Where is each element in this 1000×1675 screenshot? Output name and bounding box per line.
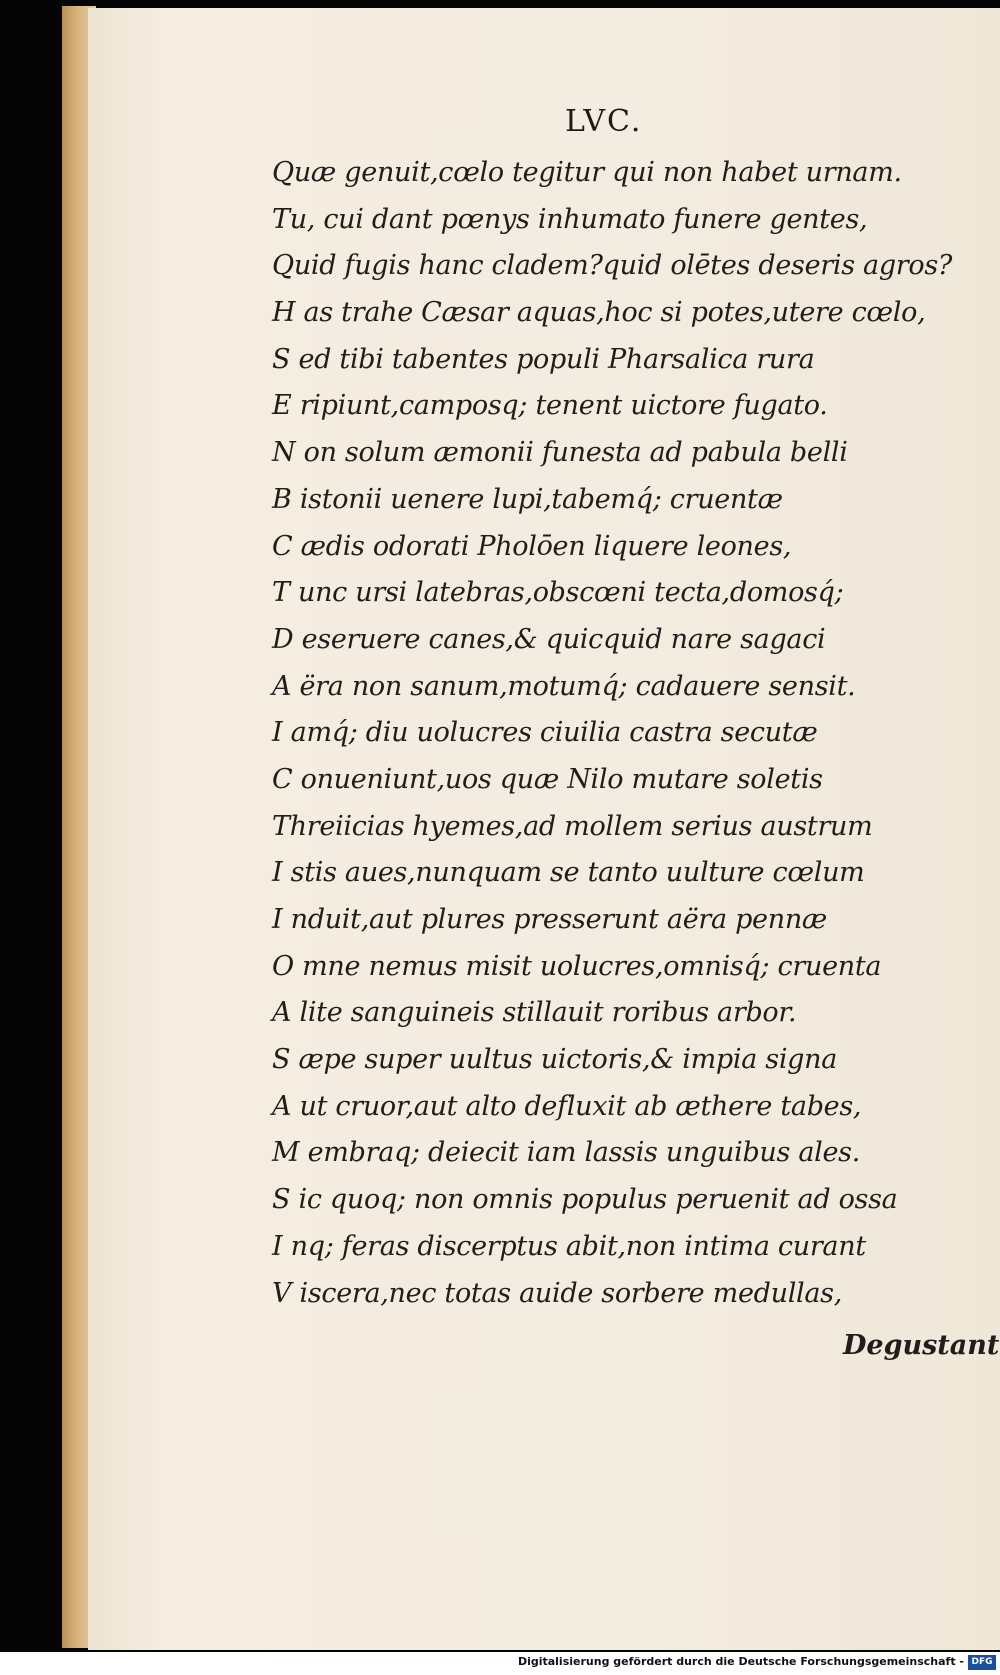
verse-line: A lite sanguineis stillauit roribus arbor.: [272, 997, 797, 1029]
verse-line: O mne nemus misit uolucres,omnisq́; cruenta: [272, 950, 882, 982]
footer-credit: Digitalisierung gefördert durch die Deutsche Forschungsgemeinschaft -: [517, 1655, 964, 1668]
verse-block: [272, 150, 952, 1317]
dfg-logo: DFG: [968, 1655, 996, 1670]
verse-line: Tu, cui dant pœnys inhumato funere gentes,: [272, 203, 868, 235]
verse-line: T unc ursi latebras,obscœni tecta,domosq́;: [272, 577, 844, 609]
verse-line: S æpe super uultus uictoris,& impia signa: [272, 1044, 838, 1076]
verse-line: Quæ genuit,cœlo tegitur qui non habet urnam.: [272, 157, 902, 188]
verse-line: H as trahe Cæsar aquas,hoc si potes,utere cœlo,: [272, 297, 926, 329]
verse-line: S ed tibi tabentes populi Pharsalica rura: [272, 343, 815, 375]
verse-line: I stis aues,nunquam se tanto uulture cœlum: [272, 857, 865, 889]
verse-line: I amq́; diu uolucres ciuilia castra secutæ: [272, 717, 818, 749]
verse-line: N on solum æmonii funesta ad pabula belli: [272, 437, 848, 469]
verse-line: I nq; feras discerptus abit,non intima curant: [272, 1230, 866, 1262]
verse-line: Quid fugis hanc cladem?quid olētes deseris agros?: [272, 250, 953, 282]
verse-line: C onueniunt,uos quæ Nilo mutare soletis: [272, 763, 823, 795]
verse-line: I nduit,aut plures presserunt aëra pennæ: [272, 904, 827, 935]
verse-line: Threiicias hyemes,ad mollem serius austrum: [272, 810, 873, 842]
verse-line: D eseruere canes,& quicquid nare sagaci: [272, 623, 826, 655]
verse-line: M embraq; deiecit iam lassis unguibus ales.: [272, 1137, 861, 1169]
verse-line: S ic quoq; non omnis populus peruenit ad ossa: [272, 1184, 898, 1216]
catchword: Degustant: [843, 1330, 1000, 1361]
verse-line: C ædis odorati Pholōen liquere leones,: [272, 530, 792, 562]
verse-line: V iscera,nec totas auide sorbere medullas,: [272, 1277, 842, 1309]
verse-line: B istonii uenere lupi,tabemq́; cruentæ: [272, 483, 783, 515]
verse-line: E ripiunt,camposq; tenent uictore fugato.: [272, 390, 828, 422]
digitization-footer: [0, 1652, 1000, 1675]
verse-line: A ëra non sanum,motumq́; cadauere sensit.: [272, 670, 856, 702]
running-head: LVC.: [565, 104, 643, 139]
verse-line: A ut cruor,aut alto defluxit ab æthere tabes,: [272, 1090, 862, 1122]
